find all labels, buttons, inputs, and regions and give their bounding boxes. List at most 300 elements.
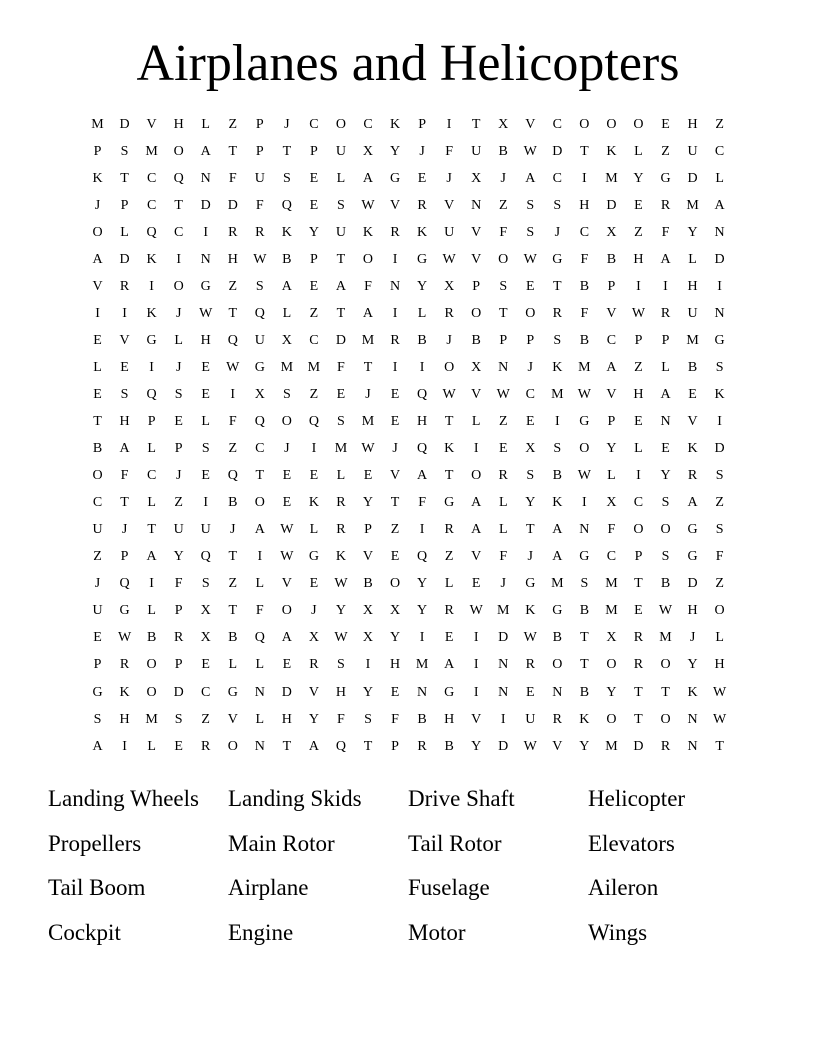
grid-letter: N <box>552 684 563 700</box>
grid-row <box>84 571 733 598</box>
grid-row <box>84 300 733 327</box>
grid-letter: L <box>471 414 481 430</box>
grid-letter: A <box>119 441 130 457</box>
grid-letter: U <box>687 143 698 159</box>
grid-letter: L <box>498 522 508 538</box>
word-list-item: Tail Boom <box>48 875 146 900</box>
grid-letter: S <box>201 576 210 592</box>
grid-letter: K <box>687 441 698 457</box>
grid-letter: X <box>362 630 374 646</box>
grid-letter: D <box>687 576 698 592</box>
grid-letter: X <box>362 143 374 159</box>
grid-row <box>84 219 733 246</box>
grid-letter: F <box>607 522 616 538</box>
grid-letter: L <box>661 359 670 375</box>
grid-letter: J <box>689 630 696 646</box>
grid-letter: U <box>444 224 455 240</box>
grid-letter: U <box>525 711 536 727</box>
grid-letter: B <box>552 468 562 484</box>
grid-letter: E <box>309 278 319 294</box>
grid-letter: V <box>471 251 482 267</box>
grid-letter: J <box>446 332 452 348</box>
grid-letter: X <box>281 332 292 348</box>
grid-letter: O <box>660 711 671 727</box>
grid-letter: A <box>471 522 482 538</box>
grid-letter: J <box>365 386 371 402</box>
grid-letter: T <box>661 684 670 700</box>
grid-letter: O <box>362 251 374 267</box>
grid-letter: I <box>473 630 479 646</box>
grid-letter: N <box>200 170 211 186</box>
grid-letter: K <box>146 251 157 267</box>
grid-letter: B <box>417 711 427 727</box>
grid-letter: Q <box>417 441 428 457</box>
grid-letter: I <box>419 522 425 538</box>
grid-letter: J <box>284 441 290 457</box>
grid-letter: S <box>337 414 345 430</box>
grid-letter: U <box>173 522 184 538</box>
grid-letter: Q <box>254 630 265 646</box>
word-list-item: Cockpit <box>48 919 121 945</box>
grid-row <box>84 165 733 192</box>
grid-letter: X <box>444 278 455 294</box>
grid-letter: G <box>227 684 238 700</box>
grid-letter: I <box>636 278 641 294</box>
grid-letter: T <box>120 170 129 186</box>
grid-letter: E <box>661 116 670 132</box>
grid-letter: Y <box>173 549 184 565</box>
grid-letter: O <box>498 251 509 267</box>
grid-letter: I <box>554 414 560 430</box>
grid-letter: V <box>687 414 698 430</box>
grid-letter: N <box>714 305 725 321</box>
word-list-item: Aileron <box>588 875 659 900</box>
grid-letter: D <box>119 251 130 267</box>
grid-letter: C <box>173 224 184 240</box>
grid-letter: S <box>526 468 535 484</box>
grid-letter: Z <box>201 711 210 727</box>
word-list-item: Fuselage <box>408 875 490 900</box>
grid-letter: R <box>525 657 535 673</box>
grid-letter: C <box>714 143 725 159</box>
grid-row <box>84 273 733 300</box>
grid-letter: K <box>362 224 374 240</box>
grid-letter: M <box>605 738 618 754</box>
grid-letter: S <box>120 143 129 159</box>
grid-letter: R <box>417 197 427 213</box>
grid-letter: V <box>606 305 617 321</box>
grid-letter: B <box>146 630 157 646</box>
grid-letter: O <box>281 414 292 430</box>
grid-letter: I <box>446 116 452 132</box>
grid-letter: L <box>255 711 265 727</box>
grid-letter: V <box>389 197 401 213</box>
grid-letter: P <box>418 116 426 132</box>
grid-letter: G <box>417 251 428 267</box>
grid-letter: B <box>471 332 481 348</box>
grid-letter: U <box>92 522 103 538</box>
grid-letter: A <box>660 251 671 267</box>
grid-letter: P <box>147 414 156 430</box>
grid-letter: A <box>660 386 671 402</box>
grid-letter: P <box>310 143 318 159</box>
grid-row <box>84 490 733 517</box>
grid-letter: Z <box>661 143 670 159</box>
grid-letter: T <box>715 738 724 754</box>
grid-letter: S <box>526 197 535 213</box>
grid-letter: Z <box>498 414 508 430</box>
grid-letter: T <box>444 468 454 484</box>
grid-letter: I <box>500 711 506 727</box>
grid-letter: O <box>471 468 482 484</box>
word-list-item: Elevators <box>588 830 675 856</box>
grid-letter: D <box>173 684 184 700</box>
grid-letter: M <box>551 386 564 402</box>
grid-row <box>84 733 733 760</box>
grid-letter: V <box>471 711 482 727</box>
grid-letter: B <box>363 576 373 592</box>
grid-letter: I <box>122 738 127 754</box>
grid-letter: Y <box>633 170 644 186</box>
grid-letter: Y <box>389 143 401 159</box>
grid-letter: G <box>444 495 455 511</box>
grid-row <box>84 652 733 679</box>
grid-letter: B <box>228 495 238 511</box>
grid-letter: I <box>176 251 181 267</box>
grid-letter: S <box>201 441 210 457</box>
grid-letter: V <box>92 278 103 294</box>
grid-letter: N <box>417 684 428 700</box>
word-list <box>48 777 768 955</box>
grid-letter: Q <box>254 305 265 321</box>
grid-letter: J <box>175 305 182 321</box>
grid-letter: I <box>392 251 398 267</box>
grid-letter: P <box>120 197 129 213</box>
grid-letter: M <box>91 116 104 132</box>
grid-letter: T <box>634 576 643 592</box>
grid-letter: E <box>174 738 183 754</box>
grid-letter: F <box>715 549 724 565</box>
grid-letter: F <box>580 305 589 321</box>
grid-letter: O <box>579 441 590 457</box>
grid-letter: P <box>364 522 372 538</box>
grid-letter: R <box>660 197 671 213</box>
grid-letter: I <box>392 359 398 375</box>
grid-letter: H <box>335 684 346 700</box>
grid-letter: C <box>146 468 157 484</box>
grid-letter: T <box>228 549 238 565</box>
grid-letter: R <box>552 305 562 321</box>
grid-letter: O <box>254 495 265 511</box>
grid-letter: D <box>498 630 509 646</box>
grid-letter: M <box>145 711 158 727</box>
grid-letter: Z <box>634 359 643 375</box>
grid-letter: P <box>310 251 318 267</box>
grid-letter: C <box>92 495 103 511</box>
grid-letter: A <box>714 197 725 213</box>
grid-letter: S <box>499 278 508 294</box>
grid-letter: B <box>552 630 562 646</box>
grid-letter: V <box>471 224 482 240</box>
grid-letter: O <box>660 522 671 538</box>
grid-row <box>84 192 733 219</box>
grid-letter: L <box>201 414 210 430</box>
grid-letter: S <box>337 197 345 213</box>
grid-letter: E <box>93 332 102 348</box>
grid-letter: P <box>93 143 102 159</box>
grid-letter: J <box>94 576 101 592</box>
grid-letter: T <box>444 414 454 430</box>
grid-letter: E <box>471 576 481 592</box>
grid-letter: D <box>633 738 644 754</box>
grid-letter: B <box>498 143 508 159</box>
grid-letter: X <box>606 224 617 240</box>
grid-letter: X <box>362 603 374 619</box>
grid-letter: U <box>200 522 211 538</box>
grid-letter: D <box>119 116 130 132</box>
grid-letter: W <box>334 576 348 592</box>
grid-letter: O <box>92 468 103 484</box>
grid-row <box>84 544 733 571</box>
grid-letter: X <box>308 630 319 646</box>
grid-letter: R <box>660 738 671 754</box>
grid-letter: W <box>334 630 348 646</box>
grid-letter: E <box>282 495 292 511</box>
grid-letter: Q <box>146 224 157 240</box>
grid-letter: O <box>660 657 671 673</box>
grid-letter: T <box>525 522 535 538</box>
grid-letter: G <box>552 603 563 619</box>
grid-letter: M <box>361 332 375 348</box>
grid-letter: D <box>498 738 509 754</box>
grid-letter: X <box>606 495 617 511</box>
grid-letter: D <box>714 251 725 267</box>
grid-letter: W <box>523 738 537 754</box>
grid-letter: H <box>687 603 698 619</box>
grid-letter: F <box>337 711 345 727</box>
grid-letter: Y <box>417 603 428 619</box>
grid-letter: S <box>120 386 129 402</box>
letter-grid <box>84 111 733 760</box>
grid-letter: L <box>255 576 265 592</box>
grid-letter: Z <box>228 576 238 592</box>
grid-row <box>84 409 733 436</box>
grid-row <box>84 381 733 408</box>
grid-letter: A <box>281 278 292 294</box>
grid-letter: E <box>93 386 102 402</box>
grid-letter: K <box>281 224 292 240</box>
grid-letter: Y <box>362 495 374 511</box>
grid-letter: J <box>527 359 533 375</box>
grid-letter: F <box>120 468 129 484</box>
grid-letter: Z <box>228 441 238 457</box>
grid-letter: O <box>146 684 157 700</box>
grid-letter: R <box>119 278 130 294</box>
grid-letter: C <box>552 116 562 132</box>
grid-letter: S <box>526 224 535 240</box>
grid-letter: L <box>444 576 454 592</box>
grid-letter: J <box>230 522 236 538</box>
grid-letter: Z <box>498 197 508 213</box>
grid-letter: G <box>92 684 103 700</box>
grid-letter: O <box>92 224 103 240</box>
grid-letter: F <box>391 711 399 727</box>
grid-letter: U <box>471 143 482 159</box>
grid-letter: H <box>687 116 698 132</box>
grid-letter: S <box>174 386 183 402</box>
grid-letter: B <box>579 603 590 619</box>
grid-letter: Q <box>119 576 130 592</box>
grid-letter: O <box>606 711 617 727</box>
grid-letter: F <box>364 278 372 294</box>
grid-letter: G <box>660 170 671 186</box>
grid-letter: N <box>389 278 401 294</box>
grid-letter: L <box>147 441 156 457</box>
grid-letter: F <box>337 359 345 375</box>
grid-letter: T <box>580 143 589 159</box>
grid-letter: O <box>173 143 184 159</box>
grid-letter: R <box>336 495 346 511</box>
grid-letter: D <box>227 197 238 213</box>
grid-letter: B <box>579 684 590 700</box>
grid-letter: O <box>173 278 184 294</box>
grid-letter: C <box>363 116 373 132</box>
grid-letter: G <box>525 576 536 592</box>
grid-letter: E <box>201 359 210 375</box>
grid-letter: E <box>525 278 535 294</box>
grid-letter: S <box>337 657 345 673</box>
grid-letter: M <box>686 332 699 348</box>
grid-row <box>84 354 733 381</box>
grid-letter: D <box>687 170 698 186</box>
grid-letter: O <box>633 116 644 132</box>
grid-letter: S <box>580 576 589 592</box>
grid-letter: I <box>419 630 425 646</box>
grid-letter: F <box>228 414 237 430</box>
grid-letter: W <box>496 386 510 402</box>
grid-letter: L <box>634 143 643 159</box>
grid-letter: X <box>471 170 482 186</box>
grid-letter: H <box>633 386 644 402</box>
grid-letter: Q <box>200 549 211 565</box>
grid-letter: M <box>659 630 672 646</box>
grid-letter: P <box>174 603 183 619</box>
grid-letter: D <box>281 684 292 700</box>
grid-letter: T <box>471 116 481 132</box>
grid-letter: S <box>553 197 562 213</box>
grid-letter: F <box>499 549 508 565</box>
grid-letter: P <box>174 441 183 457</box>
grid-letter: A <box>254 522 265 538</box>
grid-letter: Z <box>309 386 319 402</box>
grid-letter: M <box>578 359 591 375</box>
grid-letter: K <box>525 603 536 619</box>
grid-letter: O <box>471 305 482 321</box>
grid-letter: N <box>687 738 698 754</box>
grid-letter: L <box>634 441 643 457</box>
grid-letter: Z <box>715 495 724 511</box>
grid-letter: S <box>715 468 724 484</box>
grid-letter: L <box>120 224 129 240</box>
grid-letter: R <box>444 522 454 538</box>
grid-letter: I <box>636 468 641 484</box>
grid-letter: U <box>687 305 698 321</box>
grid-letter: T <box>282 143 292 159</box>
grid-letter: W <box>712 684 727 700</box>
grid-row <box>84 327 733 354</box>
grid-letter: I <box>311 441 317 457</box>
grid-letter: G <box>687 522 698 538</box>
grid-letter: N <box>200 251 211 267</box>
grid-letter: N <box>498 684 509 700</box>
grid-letter: T <box>336 251 346 267</box>
grid-letter: Z <box>715 116 724 132</box>
grid-letter: B <box>92 441 103 457</box>
grid-letter: J <box>500 576 506 592</box>
grid-letter: C <box>606 549 617 565</box>
grid-letter: W <box>117 630 132 646</box>
grid-letter: D <box>606 197 617 213</box>
grid-letter: H <box>444 711 455 727</box>
grid-letter: G <box>579 414 590 430</box>
grid-letter: J <box>527 549 533 565</box>
grid-letter: F <box>174 576 183 592</box>
grid-letter: E <box>498 441 508 457</box>
grid-letter: L <box>336 468 346 484</box>
word-list-item: Helicopter <box>588 786 686 811</box>
grid-letter: Y <box>308 224 319 240</box>
grid-letter: S <box>553 332 562 348</box>
grid-letter: Y <box>417 576 428 592</box>
grid-letter: T <box>228 143 238 159</box>
grid-letter: K <box>714 386 725 402</box>
grid-letter: W <box>361 441 375 457</box>
grid-letter: B <box>282 251 292 267</box>
grid-row <box>84 517 733 544</box>
grid-letter: I <box>149 576 154 592</box>
grid-letter: S <box>255 278 264 294</box>
grid-letter: Z <box>228 278 238 294</box>
grid-row <box>84 463 733 490</box>
grid-letter: A <box>687 495 698 511</box>
grid-letter: P <box>93 657 102 673</box>
grid-letter: A <box>92 251 103 267</box>
grid-letter: N <box>254 684 265 700</box>
grid-letter: M <box>497 603 510 619</box>
grid-letter: R <box>417 738 427 754</box>
grid-letter: E <box>120 359 129 375</box>
grid-letter: O <box>606 116 617 132</box>
grid-letter: M <box>307 359 321 375</box>
word-list-item: Engine <box>228 919 294 945</box>
grid-letter: Y <box>606 441 617 457</box>
grid-letter: C <box>606 332 617 348</box>
grid-letter: N <box>687 711 698 727</box>
grid-letter: I <box>149 359 154 375</box>
grid-letter: T <box>228 603 238 619</box>
grid-letter: E <box>309 197 319 213</box>
grid-letter: K <box>687 684 698 700</box>
grid-letter: U <box>254 332 265 348</box>
grid-letter: M <box>605 170 618 186</box>
grid-letter: D <box>714 441 725 457</box>
grid-letter: E <box>390 684 400 700</box>
grid-letter: L <box>715 170 724 186</box>
grid-letter: Q <box>146 386 157 402</box>
grid-letter: G <box>200 278 211 294</box>
grid-letter: Q <box>173 170 184 186</box>
grid-letter: Y <box>579 738 590 754</box>
